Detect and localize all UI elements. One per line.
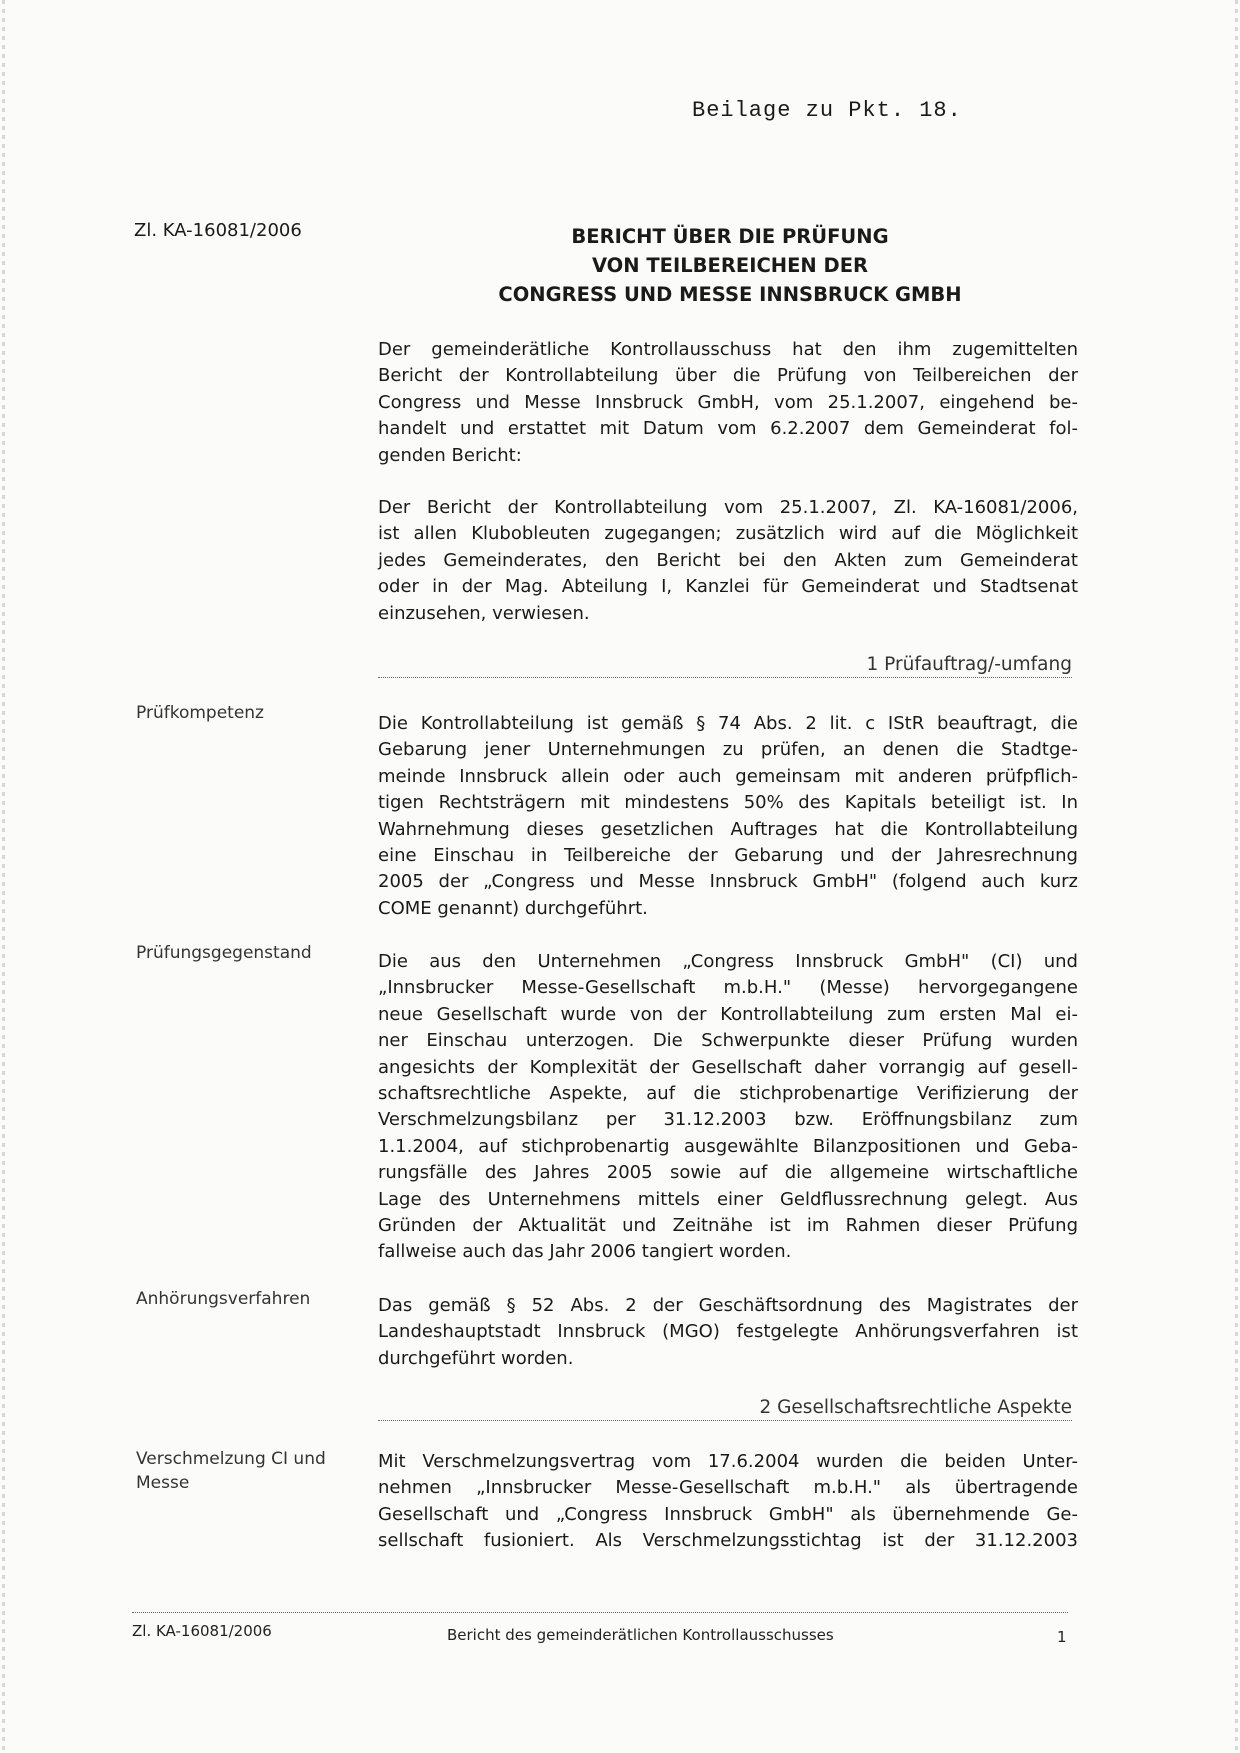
text-line: 2005 der „Congress und Messe Innsbruck GmbH" (folgend auch kurz (378, 871, 1078, 893)
text-line: rungsfälle des Jahres 2005 sowie auf die allgemeine wirtschaftliche (378, 1162, 1078, 1184)
document-title (380, 222, 1080, 309)
margin-label (136, 1447, 326, 1495)
margin-label-line: Prüfungsgegenstand (136, 943, 312, 963)
text-line: fallweise auch das Jahr 2006 tangiert worden. (378, 1241, 792, 1263)
text-line: Mit Verschmelzungsvertrag vom 17.6.2004 wurden die beiden Unter- (378, 1451, 1078, 1472)
margin-label (136, 941, 312, 965)
text-line: meinde Innsbruck allein oder auch gemeinsam mit anderen prüfpflich- (378, 765, 1078, 787)
text-line: 1.1.2004, auf stichprobenartig ausgewählte Bilanzpositionen und Geba- (378, 1135, 1078, 1157)
footer-divider (132, 1612, 1068, 1613)
scan-edge-left (2, 0, 5, 1753)
paragraph (378, 495, 1078, 627)
text-line: Verschmelzungsbilanz per 31.12.2003 bzw. Eröffnungsbilanz zum (378, 1109, 1078, 1131)
attachment-note: Beilage zu Pkt. 18. (692, 98, 962, 123)
footer-reference: Zl. KA-16081/2006 (132, 1622, 272, 1640)
paragraph (378, 1449, 1078, 1555)
page-number: 1 (1057, 1628, 1067, 1646)
text-line: Die Kontrollabteilung ist gemäß § 74 Abs. 2 lit. c IStR beauftragt, die (378, 713, 1078, 734)
text-line: durchgeführt worden. (378, 1347, 574, 1369)
text-line: nehmen „Innsbrucker Messe-Gesellschaft m.b.H." als übertragende (378, 1477, 1078, 1499)
text-line: schaftsrechtliche Aspekte, auf die stichprobenartige Verifizierung der (378, 1083, 1078, 1105)
text-line: Der gemeinderätliche Kontrollausschuss hat den ihm zugemittelten (378, 339, 1078, 360)
text-line: Der Bericht der Kontrollabteilung vom 25.1.2007, Zl. KA-16081/2006, (378, 497, 1078, 518)
text-line: ner Einschau unterzogen. Die Schwerpunkte dieser Prüfung wurden (378, 1030, 1078, 1052)
section-heading: 2 Gesellschaftsrechtliche Aspekte (378, 1397, 1072, 1421)
margin-label-line: Messe (136, 1473, 190, 1493)
paragraph (378, 711, 1078, 922)
text-line: neue Gesellschaft wurde von der Kontrollabteilung zum ersten Mal ei- (378, 1003, 1078, 1025)
margin-label-line: Prüfkompetenz (136, 703, 264, 723)
text-line: angesichts der Komplexität der Gesellschaft daher vorrangig auf gesell- (378, 1056, 1078, 1078)
margin-label (136, 1287, 310, 1311)
paragraph (378, 337, 1078, 469)
text-line: „Innsbrucker Messe-Gesellschaft m.b.H." (Messe) hervorgegangene (378, 977, 1078, 999)
text-line: Bericht der Kontrollabteilung über die Prüfung von Teilbereichen der (378, 365, 1078, 387)
section-heading: 1 Prüfauftrag/-umfang (378, 654, 1072, 678)
text-line: einzusehen, verwiesen. (378, 602, 590, 624)
text-line: Das gemäß § 52 Abs. 2 der Geschäftsordnung des Magistrates der (378, 1295, 1078, 1316)
title-line: BERICHT ÜBER DIE PRÜFUNG (571, 225, 889, 248)
paragraph (378, 949, 1078, 1266)
margin-label (136, 701, 264, 725)
text-line: Congress und Messe Innsbruck GmbH, vom 25.1.2007, eingehend be- (378, 391, 1078, 413)
text-line: sellschaft fusioniert. Als Verschmelzungsstichtag ist der 31.12.2003 (378, 1530, 1078, 1552)
footer-title: Bericht des gemeinderätlichen Kontrollausschusses (447, 1626, 834, 1644)
text-line: oder in der Mag. Abteilung I, Kanzlei für Gemeinderat und Stadtsenat (378, 576, 1078, 598)
text-line: Lage des Unternehmens mittels einer Geldflussrechnung gelegt. Aus (378, 1188, 1078, 1210)
title-line: CONGRESS UND MESSE INNSBRUCK GMBH (498, 283, 962, 306)
text-line: Die aus den Unternehmen „Congress Innsbruck GmbH" (CI) und (378, 951, 1078, 972)
text-line: eine Einschau in Teilbereiche der Gebarung und der Jahresrechnung (378, 845, 1078, 867)
text-line: COME genannt) durchgeführt. (378, 897, 648, 919)
text-line: Gesellschaft und „Congress Innsbruck GmbH" als übernehmende Ge- (378, 1503, 1078, 1525)
paragraph (378, 1293, 1078, 1372)
text-line: jedes Gemeinderates, den Bericht bei den Akten zum Gemeinderat (378, 549, 1078, 571)
text-line: handelt und erstattet mit Datum vom 6.2.2007 dem Gemeinderat fol- (378, 418, 1078, 440)
text-line: ist allen Klubobleuten zugegangen; zusätzlich wird auf die Möglichkeit (378, 523, 1078, 545)
margin-label-line: Anhörungsverfahren (136, 1289, 311, 1309)
margin-label-line: Verschmelzung CI und (136, 1449, 326, 1469)
text-line: Gebarung jener Unternehmungen zu prüfen, an denen die Stadtge- (378, 739, 1078, 761)
text-line: genden Bericht: (378, 444, 522, 466)
scan-edge-right (1235, 0, 1238, 1753)
title-line: VON TEILBEREICHEN DER (591, 254, 869, 277)
reference-number: Zl. KA-16081/2006 (134, 220, 302, 241)
text-line: Gründen der Aktualität und Zeitnähe ist im Rahmen dieser Prüfung (378, 1215, 1078, 1237)
text-line: tigen Rechtsträgern mit mindestens 50% des Kapitals beteiligt ist. In (378, 792, 1078, 814)
text-line: Wahrnehmung dieses gesetzlichen Auftrages hat die Kontrollabteilung (378, 818, 1078, 840)
text-line: Landeshauptstadt Innsbruck (MGO) festgelegte Anhörungsverfahren ist (378, 1321, 1078, 1343)
